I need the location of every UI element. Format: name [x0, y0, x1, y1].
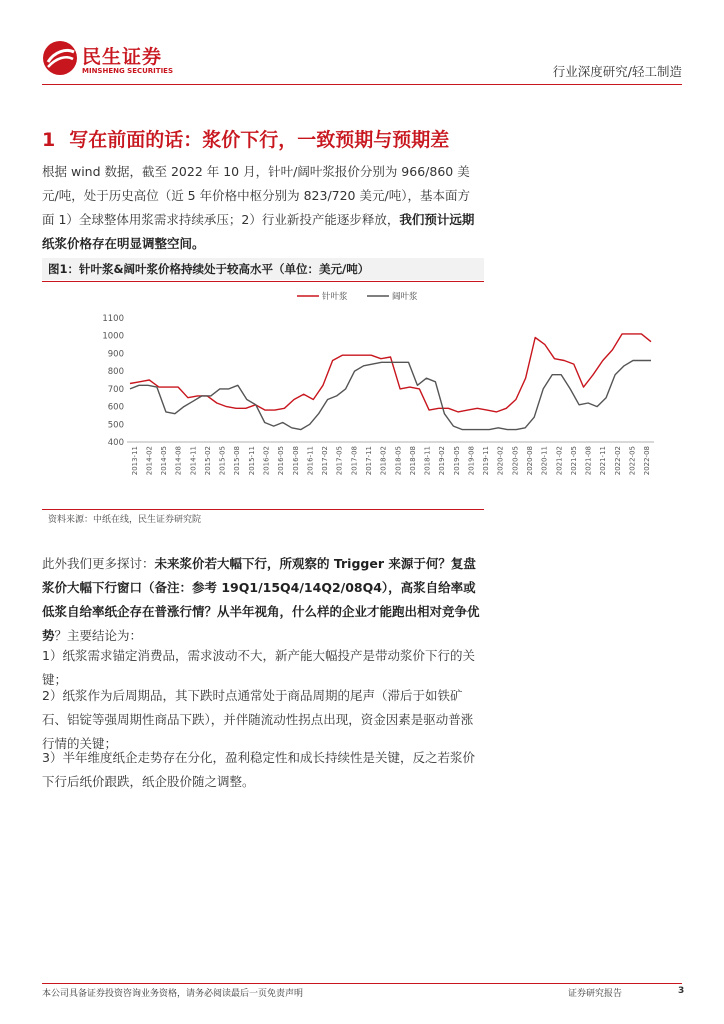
section-heading	[42, 125, 449, 152]
conclusion-2: 2）纸浆作为后周期品，其下跌时点通常处于商品周期的尾声（滞后于如铁矿石、铝锭等强周期性商品下跌），并伴随流动性拐点出现，资金因素是驱动普涨行情的关键；	[42, 688, 474, 751]
x-tick-label: 2018-11	[423, 446, 432, 476]
x-tick-label: 2017-08	[350, 446, 359, 476]
minsheng-logo-icon	[42, 40, 78, 76]
x-tick-label: 2019-11	[482, 446, 491, 476]
legend-label: 针叶浆	[322, 292, 348, 302]
intro-bold-text: 我们预计远期纸浆价格存在明显调整空间。	[42, 212, 475, 251]
page-number: 3	[678, 986, 685, 996]
x-tick-label: 2019-05	[452, 446, 461, 476]
intro-text: 根据 wind 数据，截至 2022 年 10 月，针叶/阔叶浆报价分别为 966/860 美元/吨，处于历史高位（近 5 年价格中枢分别为 823/720 美元/吨），基本面方面 1）全球整体用浆需求持续承压；2）行业新投产能逐步释放，	[42, 164, 470, 227]
section-number: 1	[42, 129, 56, 151]
legend-label: 阔叶浆	[392, 292, 418, 302]
x-tick-label: 2016-05	[277, 446, 286, 476]
x-tick-label: 2017-05	[335, 446, 344, 476]
x-tick-label: 2014-02	[145, 446, 154, 476]
x-tick-label: 2015-02	[203, 446, 212, 476]
x-tick-label: 2021-11	[599, 446, 608, 476]
x-tick-label: 2016-08	[291, 446, 300, 476]
chart-series	[130, 334, 651, 430]
y-tick-label: 400	[107, 438, 124, 448]
x-tick-label: 2015-05	[218, 446, 227, 476]
footer-disclaimer: 本公司具备证券投资咨询业务资格，请务必阅读最后一页免责声明	[42, 989, 304, 999]
pulp-price-chart	[82, 284, 662, 510]
x-tick-label: 2015-08	[233, 446, 242, 476]
y-tick-label: 500	[107, 420, 124, 431]
x-tick-label: 2014-05	[160, 446, 169, 476]
figure-source: 资料来源：中纸在线，民生证券研究院	[48, 515, 202, 525]
x-tick-label: 2019-02	[438, 446, 447, 476]
x-tick-label: 2022-08	[643, 446, 652, 476]
figure-top-divider	[42, 281, 484, 282]
x-tick-label: 2022-05	[628, 446, 637, 476]
x-tick-label: 2020-11	[540, 446, 549, 476]
conclusion-1: 1）纸浆需求锚定消费品，需求波动不大，新产能大幅投产是带动浆价下行的关键；	[42, 648, 475, 687]
series-line	[130, 334, 651, 412]
footer-report-type: 证券研究报告	[568, 989, 623, 999]
discussion-bold: 未来浆价若大幅下行，所观察的 Trigger 来源于何？复盘浆价大幅下行窗口（备注：参考 19Q1/15Q4/14Q2/08Q4），高浆自给率或低浆自给率纸企存在普涨行情？从半年视角，什么样的企业才能跑出相对竞争优势	[42, 556, 480, 643]
x-tick-label: 2013-11	[130, 446, 139, 476]
header-divider	[42, 84, 682, 85]
intro-paragraph	[42, 160, 482, 256]
x-tick-label: 2017-11	[364, 446, 373, 476]
x-tick-label: 2014-08	[174, 446, 183, 476]
logo-english-text: MINSHENG SECURITIES	[82, 67, 173, 75]
x-tick-label: 2018-02	[379, 446, 388, 476]
x-tick-label: 2021-08	[584, 446, 593, 476]
x-tick-label: 2016-11	[306, 446, 315, 476]
chart-legend	[297, 291, 418, 302]
y-tick-label: 600	[107, 402, 124, 413]
logo-chinese-text: 民生证券	[82, 46, 163, 68]
y-tick-label: 700	[107, 384, 124, 395]
x-tick-label: 2014-11	[189, 446, 198, 476]
conclusion-3: 3）半年维度纸企走势存在分化，盈利稳定性和成长持续性是关键，反之若浆价下行后纸价跟跌，纸企股价随之调整。	[42, 750, 475, 789]
figure-title: 图1：针叶浆&阔叶浆价格持续处于较高水平（单位：美元/吨）	[48, 262, 370, 276]
y-axis	[102, 314, 124, 448]
discussion-paragraph	[42, 552, 482, 648]
y-tick-label: 1000	[102, 331, 124, 342]
x-tick-label: 2019-08	[467, 446, 476, 476]
discussion-tail: ？主要结论为：	[54, 628, 143, 643]
y-tick-label: 800	[107, 367, 124, 378]
x-tick-label: 2015-11	[247, 446, 256, 476]
x-tick-label: 2020-05	[511, 446, 520, 476]
y-tick-label: 1100	[102, 314, 124, 324]
minsheng-logo	[42, 40, 182, 80]
series-line	[130, 361, 651, 430]
x-tick-label: 2018-08	[408, 446, 417, 476]
y-tick-label: 900	[107, 349, 124, 360]
x-tick-label: 2017-02	[321, 446, 330, 476]
x-tick-label: 2020-02	[496, 446, 505, 476]
x-tick-label: 2018-05	[394, 446, 403, 476]
x-tick-label: 2016-02	[262, 446, 271, 476]
x-axis	[127, 442, 654, 475]
footer-divider	[42, 983, 682, 984]
figure-bottom-divider	[42, 509, 484, 510]
x-tick-label: 2020-08	[526, 446, 535, 476]
report-category: 行业深度研究/轻工制造	[552, 64, 682, 79]
x-tick-label: 2022-02	[613, 446, 622, 476]
x-tick-label: 2021-02	[555, 446, 564, 476]
x-tick-label: 2021-05	[569, 445, 578, 476]
discussion-lead: 此外我们更多探讨：	[42, 556, 155, 571]
section-title: 写在前面的话：浆价下行，一致预期与预期差	[69, 129, 450, 151]
